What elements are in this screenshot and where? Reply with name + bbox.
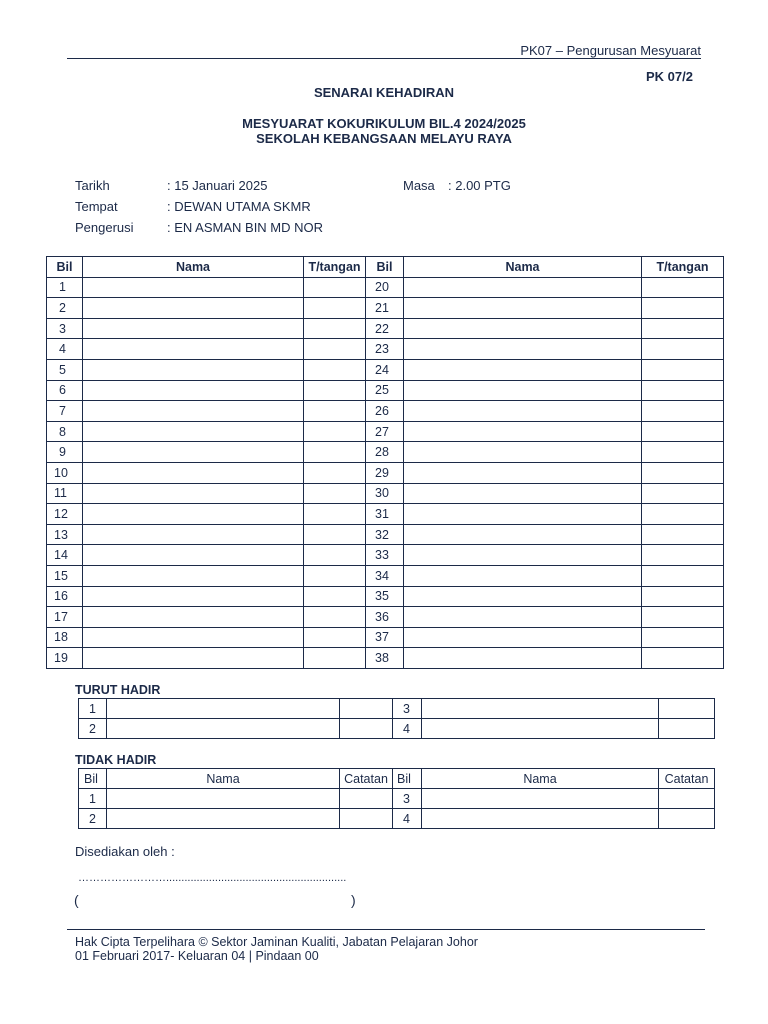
note-cell-left[interactable] — [340, 719, 393, 739]
meta-chair-row — [75, 220, 323, 235]
col-header-signature: T/tangan — [304, 257, 366, 278]
row-number-right: 4 — [393, 719, 422, 739]
row-number-left: 1 — [79, 789, 107, 809]
note-cell-right[interactable] — [659, 719, 715, 739]
row-number-right: 28 — [366, 442, 404, 463]
name-cell-right[interactable] — [404, 421, 642, 442]
header-divider — [67, 58, 701, 59]
attendance-row — [47, 545, 724, 566]
row-number-left: 15 — [47, 565, 83, 586]
attendance-row — [47, 607, 724, 628]
attendance-row — [47, 648, 724, 669]
attendance-row — [47, 318, 724, 339]
signature-cell-left[interactable] — [304, 545, 366, 566]
row-number-left: 16 — [47, 586, 83, 607]
name-cell-right[interactable] — [404, 483, 642, 504]
name-cell-left[interactable] — [83, 565, 304, 586]
name-cell-right[interactable] — [404, 586, 642, 607]
signature-cell-right[interactable] — [642, 648, 724, 669]
note-cell-right[interactable] — [659, 809, 715, 829]
attendance-row — [47, 401, 724, 422]
row-number-right: 4 — [393, 809, 422, 829]
name-cell-right[interactable] — [422, 699, 659, 719]
signature-cell-right[interactable] — [642, 421, 724, 442]
time-label: Masa — [403, 178, 435, 193]
absent-col-nama: Nama — [107, 769, 340, 789]
note-cell-left[interactable] — [340, 809, 393, 829]
attendance-row — [47, 504, 724, 525]
name-cell-left[interactable] — [107, 699, 340, 719]
attendance-row — [47, 298, 724, 319]
signature-cell-right[interactable] — [642, 339, 724, 360]
absent-col-notes: Catatan — [659, 769, 715, 789]
absent-row — [79, 809, 715, 829]
row-number-right: 29 — [366, 462, 404, 483]
venue-label: Tempat — [75, 199, 118, 214]
signature-cell-right[interactable] — [642, 298, 724, 319]
absent-header-row — [79, 769, 715, 789]
signature-cell-left[interactable] — [304, 380, 366, 401]
attendance-table — [46, 256, 724, 669]
row-number-right: 37 — [366, 627, 404, 648]
row-number-left: 13 — [47, 524, 83, 545]
name-cell-right[interactable] — [404, 401, 642, 422]
signature-cell-right[interactable] — [642, 607, 724, 628]
signature-cell-right[interactable] — [642, 504, 724, 525]
row-number-left: 1 — [47, 277, 83, 298]
present-table — [78, 698, 715, 739]
absent-section-label: TIDAK HADIR — [75, 753, 157, 767]
row-number-left: 12 — [47, 504, 83, 525]
document-title: SENARAI KEHADIRAN — [313, 85, 455, 100]
row-number-right: 24 — [366, 359, 404, 380]
attendance-row — [47, 442, 724, 463]
row-number-right: 26 — [366, 401, 404, 422]
signature-cell-right[interactable] — [642, 318, 724, 339]
attendance-row — [47, 359, 724, 380]
name-cell-left[interactable] — [83, 504, 304, 525]
row-number-left: 17 — [47, 607, 83, 628]
row-number-right: 25 — [366, 380, 404, 401]
absent-col-nama: Nama — [422, 769, 659, 789]
signature-dotted-line: ……………………........................................................... — [78, 872, 347, 884]
meeting-title: MESYUARAT KOKURIKULUM BIL.4 2024/2025 — [242, 116, 526, 131]
name-cell-right[interactable] — [422, 809, 659, 829]
name-cell-left[interactable] — [107, 789, 340, 809]
signature-cell-left[interactable] — [304, 524, 366, 545]
date-value: : 15 Januari 2025 — [167, 178, 268, 193]
time-value: : 2.00 PTG — [448, 178, 511, 193]
note-cell-right[interactable] — [659, 699, 715, 719]
row-number-right: 21 — [366, 298, 404, 319]
signature-cell-left[interactable] — [304, 401, 366, 422]
row-number-left: 2 — [47, 298, 83, 319]
signature-cell-right[interactable] — [642, 565, 724, 586]
signature-cell-right[interactable] — [642, 442, 724, 463]
issue-info: 01 Februari 2017- Keluaran 04 | Pindaan 00 — [75, 949, 319, 963]
name-cell-left[interactable] — [83, 401, 304, 422]
meta-date-row — [75, 178, 267, 193]
row-number-left: 9 — [47, 442, 83, 463]
name-cell-left[interactable] — [83, 545, 304, 566]
name-cell-left[interactable] — [83, 318, 304, 339]
name-cell-left[interactable] — [83, 339, 304, 360]
row-number-left: 2 — [79, 719, 107, 739]
signature-cell-right[interactable] — [642, 483, 724, 504]
name-open-paren: ( — [74, 892, 79, 908]
row-number-right: 36 — [366, 607, 404, 628]
name-cell-right[interactable] — [404, 462, 642, 483]
absent-table — [78, 768, 715, 829]
name-cell-left[interactable] — [83, 627, 304, 648]
row-number-right: 32 — [366, 524, 404, 545]
row-number-left: 7 — [47, 401, 83, 422]
name-cell-right[interactable] — [422, 789, 659, 809]
attendance-row — [47, 524, 724, 545]
signature-cell-right[interactable] — [642, 524, 724, 545]
name-cell-left[interactable] — [83, 524, 304, 545]
name-cell-left[interactable] — [83, 421, 304, 442]
name-cell-right[interactable] — [404, 627, 642, 648]
col-header-bil: Bil — [47, 257, 83, 278]
name-cell-left[interactable] — [83, 607, 304, 628]
col-header-nama: Nama — [404, 257, 642, 278]
attendance-row — [47, 483, 724, 504]
signature-cell-left[interactable] — [304, 648, 366, 669]
name-cell-left[interactable] — [83, 277, 304, 298]
name-cell-left[interactable] — [83, 483, 304, 504]
attendance-row — [47, 627, 724, 648]
name-cell-right[interactable] — [404, 524, 642, 545]
signature-cell-left[interactable] — [304, 421, 366, 442]
signature-cell-left[interactable] — [304, 298, 366, 319]
name-cell-right[interactable] — [422, 719, 659, 739]
signature-cell-right[interactable] — [642, 359, 724, 380]
signature-cell-left[interactable] — [304, 339, 366, 360]
present-section-label: TURUT HADIR — [75, 683, 161, 697]
name-cell-left[interactable] — [83, 359, 304, 380]
name-cell-left[interactable] — [83, 586, 304, 607]
name-cell-right[interactable] — [404, 442, 642, 463]
name-cell-left[interactable] — [83, 648, 304, 669]
absent-col-notes: Catatan — [340, 769, 393, 789]
row-number-left: 6 — [47, 380, 83, 401]
copyright-text: Hak Cipta Terpelihara © Sektor Jaminan Kualiti, Jabatan Pelajaran Johor — [75, 935, 478, 949]
row-number-left: 8 — [47, 421, 83, 442]
row-number-right: 33 — [366, 545, 404, 566]
name-cell-left[interactable] — [107, 809, 340, 829]
row-number-left: 18 — [47, 627, 83, 648]
name-cell-right[interactable] — [404, 339, 642, 360]
row-number-left: 14 — [47, 545, 83, 566]
signature-cell-right[interactable] — [642, 586, 724, 607]
signature-cell-left[interactable] — [304, 627, 366, 648]
name-cell-right[interactable] — [404, 277, 642, 298]
row-number-right: 20 — [366, 277, 404, 298]
attendance-row — [47, 380, 724, 401]
name-cell-right[interactable] — [404, 298, 642, 319]
name-cell-left[interactable] — [83, 298, 304, 319]
row-number-right: 30 — [366, 483, 404, 504]
prepared-by-label: Disediakan oleh : — [75, 844, 175, 859]
form-code: PK 07/2 — [646, 69, 693, 84]
signature-cell-left[interactable] — [304, 607, 366, 628]
row-number-right: 23 — [366, 339, 404, 360]
footer-divider — [67, 929, 705, 930]
row-number-right: 31 — [366, 504, 404, 525]
signature-cell-left[interactable] — [304, 277, 366, 298]
name-cell-right[interactable] — [404, 318, 642, 339]
row-number-right: 35 — [366, 586, 404, 607]
absent-col-bil: Bil — [393, 769, 422, 789]
attendance-row — [47, 462, 724, 483]
row-number-left: 5 — [47, 359, 83, 380]
chair-value: : EN ASMAN BIN MD NOR — [167, 220, 324, 235]
row-number-right: 38 — [366, 648, 404, 669]
col-header-bil: Bil — [366, 257, 404, 278]
signature-cell-left[interactable] — [304, 442, 366, 463]
signature-cell-right[interactable] — [642, 401, 724, 422]
col-header-nama: Nama — [83, 257, 304, 278]
signature-cell-left[interactable] — [304, 565, 366, 586]
absent-col-bil: Bil — [79, 769, 107, 789]
name-cell-right[interactable] — [404, 545, 642, 566]
signature-cell-right[interactable] — [642, 380, 724, 401]
note-cell-right[interactable] — [659, 789, 715, 809]
venue-value: : DEWAN UTAMA SKMR — [167, 199, 311, 214]
row-number-left: 19 — [47, 648, 83, 669]
signature-cell-left[interactable] — [304, 359, 366, 380]
attendance-row — [47, 339, 724, 360]
row-number-left: 3 — [47, 318, 83, 339]
row-number-right: 27 — [366, 421, 404, 442]
attendance-header-row — [47, 257, 724, 278]
row-number-left: 1 — [79, 699, 107, 719]
name-cell-right[interactable] — [404, 607, 642, 628]
attendance-row — [47, 565, 724, 586]
signature-cell-left[interactable] — [304, 483, 366, 504]
name-cell-left[interactable] — [83, 380, 304, 401]
name-cell-right[interactable] — [404, 648, 642, 669]
signature-cell-right[interactable] — [642, 627, 724, 648]
name-cell-left[interactable] — [83, 442, 304, 463]
present-row — [79, 719, 715, 739]
signature-cell-right[interactable] — [642, 277, 724, 298]
row-number-left: 10 — [47, 462, 83, 483]
form-reference: PK07 – Pengurusan Mesyuarat — [520, 43, 701, 58]
row-number-right: 22 — [366, 318, 404, 339]
note-cell-left[interactable] — [340, 789, 393, 809]
attendance-row — [47, 277, 724, 298]
row-number-left: 11 — [47, 483, 83, 504]
signature-cell-left[interactable] — [304, 318, 366, 339]
name-cell-left[interactable] — [107, 719, 340, 739]
attendance-row — [47, 586, 724, 607]
note-cell-left[interactable] — [340, 699, 393, 719]
name-cell-right[interactable] — [404, 380, 642, 401]
col-header-signature: T/tangan — [642, 257, 724, 278]
chair-label: Pengerusi — [75, 220, 134, 235]
absent-row — [79, 789, 715, 809]
signature-cell-right[interactable] — [642, 462, 724, 483]
name-close-paren: ) — [351, 892, 356, 908]
name-cell-left[interactable] — [83, 462, 304, 483]
date-label: Tarikh — [75, 178, 110, 193]
row-number-right: 3 — [393, 699, 422, 719]
row-number-right: 3 — [393, 789, 422, 809]
row-number-right: 34 — [366, 565, 404, 586]
signature-cell-left[interactable] — [304, 586, 366, 607]
name-cell-right[interactable] — [404, 565, 642, 586]
name-cell-right[interactable] — [404, 504, 642, 525]
meta-venue-row — [75, 199, 311, 214]
school-name: SEKOLAH KEBANGSAAN MELAYU RAYA — [256, 131, 512, 146]
present-row — [79, 699, 715, 719]
signature-cell-left[interactable] — [304, 504, 366, 525]
row-number-left: 2 — [79, 809, 107, 829]
signature-cell-right[interactable] — [642, 545, 724, 566]
signature-cell-left[interactable] — [304, 462, 366, 483]
row-number-left: 4 — [47, 339, 83, 360]
name-cell-right[interactable] — [404, 359, 642, 380]
attendance-row — [47, 421, 724, 442]
